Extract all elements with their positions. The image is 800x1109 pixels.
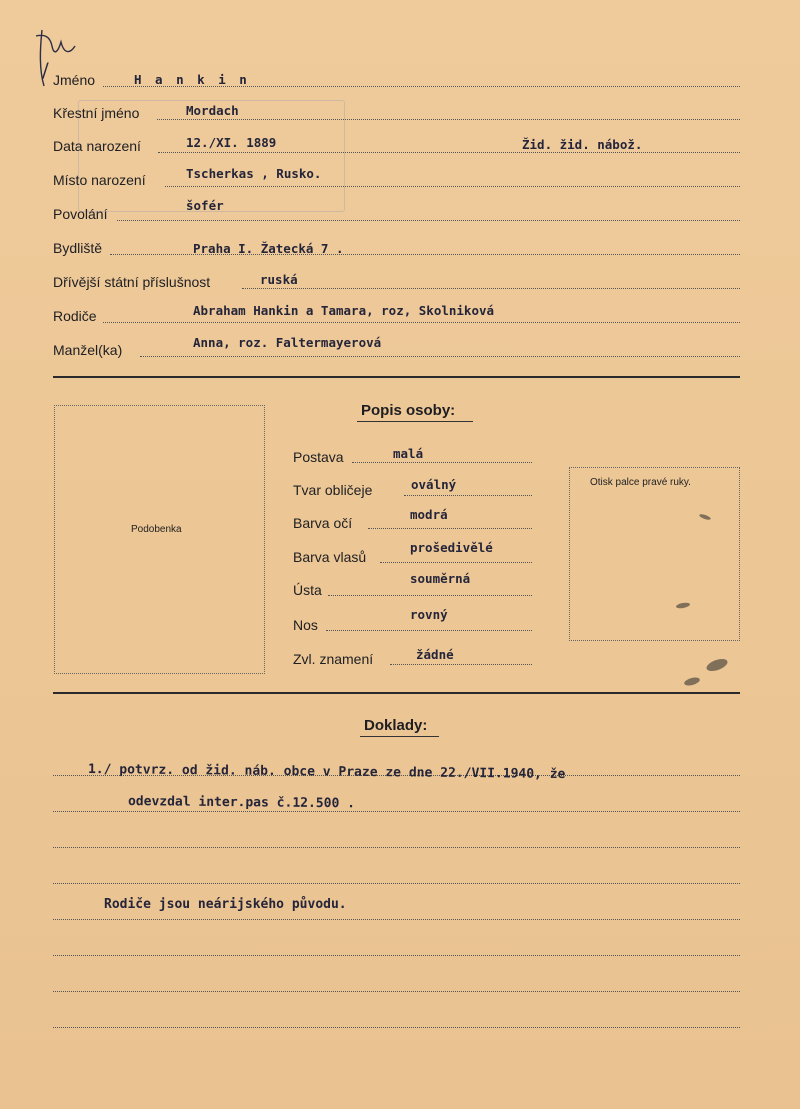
thumbprint-label: Otisk palce pravé ruky. (590, 477, 691, 488)
value-mouth: souměrná (410, 571, 471, 586)
label-hair-color: Barva vlasů (293, 549, 367, 565)
dotted-line (352, 462, 532, 463)
dotted-line (53, 991, 740, 992)
value-birth-place: Tscherkas , Rusko. (186, 166, 322, 181)
margin-bracket: / (42, 58, 49, 82)
value-religion: Žid. žid. nábož. (522, 137, 643, 152)
document-line-1: 1./ potvrz. od žid. náb. obce v Praze ze dne 22./VII.1940, že (87, 762, 566, 782)
dotted-line (326, 630, 532, 631)
value-surname: H a n k i n (134, 72, 250, 87)
label-nose: Nos (293, 617, 318, 633)
value-hair-color: prošedivělé (410, 540, 493, 555)
ink-smudge (705, 657, 729, 674)
label-birth-place: Místo narození (53, 172, 146, 188)
section-divider (53, 692, 740, 694)
dotted-line (103, 322, 740, 323)
value-birth-date: 12./XI. 1889 (186, 135, 277, 150)
photo-label: Podobenka (131, 524, 182, 535)
dotted-line (328, 595, 532, 596)
ink-smudge (683, 676, 700, 687)
dotted-line (53, 811, 740, 812)
value-occupation: šofér (186, 198, 224, 213)
dotted-line (165, 186, 740, 187)
label-former-citizenship: Dřívější státní příslušnost (53, 274, 211, 290)
label-eye-color: Barva očí (293, 515, 353, 531)
section-divider (53, 376, 740, 378)
value-parents: Abraham Hankin a Tamara, roz, Skolniková (193, 303, 495, 318)
value-given-name: Mordach (186, 103, 239, 118)
label-occupation: Povolání (53, 206, 108, 222)
dotted-line (157, 119, 740, 120)
label-distinguishing-marks: Zvl. znamení (293, 651, 374, 667)
description-heading: Popis osoby: (361, 402, 456, 419)
value-former-citizenship: ruská (260, 272, 298, 287)
value-residence: Praha I. Žatecká 7 . (193, 241, 344, 256)
dotted-line (53, 919, 740, 920)
dotted-line (404, 495, 532, 496)
heading-underline (357, 421, 473, 422)
dotted-line (53, 883, 740, 884)
dotted-line (380, 562, 532, 563)
photo-box (54, 405, 265, 674)
dotted-line (158, 152, 740, 153)
value-build: malá (393, 446, 424, 461)
label-given-name: Křestní jméno (53, 105, 140, 121)
dotted-line (242, 288, 740, 289)
value-nose: rovný (410, 607, 448, 622)
label-mouth: Ústa (293, 582, 322, 598)
label-residence: Bydliště (53, 240, 103, 256)
heading-underline (360, 736, 439, 737)
dotted-line (53, 955, 740, 956)
dotted-line (368, 528, 532, 529)
dotted-line (53, 847, 740, 848)
documents-heading: Doklady: (364, 717, 428, 734)
dotted-line (390, 664, 532, 665)
label-surname: Jméno (53, 72, 96, 88)
value-distinguishing-marks: žádné (416, 647, 454, 662)
dotted-line (117, 220, 740, 221)
document-line-5: Rodiče jsou neárijského původu. (104, 897, 347, 912)
value-face-shape: oválný (411, 477, 457, 492)
document-line-2: odevzdal inter.pas č.12.500 . (127, 794, 356, 812)
dotted-line (140, 356, 740, 357)
label-build: Postava (293, 449, 344, 465)
value-spouse: Anna, roz. Faltermayerová (193, 335, 382, 350)
thumbprint-box (569, 467, 740, 641)
label-birth-date: Data narození (53, 138, 141, 154)
value-eye-color: modrá (410, 507, 448, 522)
label-parents: Rodiče (53, 308, 97, 324)
label-face-shape: Tvar obličeje (293, 482, 373, 498)
dotted-line (53, 1027, 740, 1028)
label-spouse: Manžel(ka) (53, 342, 123, 358)
